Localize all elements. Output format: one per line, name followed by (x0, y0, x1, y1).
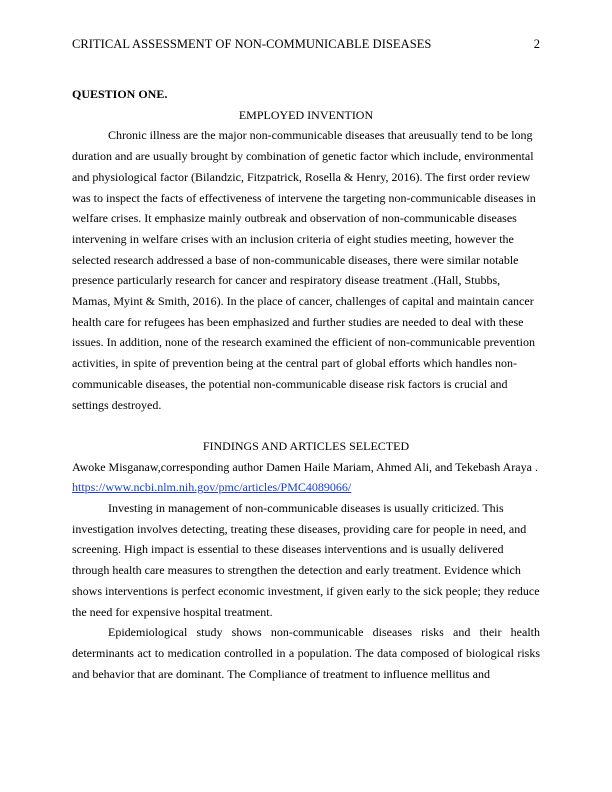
document-body (72, 84, 540, 684)
paragraph-chronic-illness: Chronic illness are the major non-communicable diseases that areusually tend to be long duration and are usually brought by combination of genetic factor which include, environmental and physiological factor (Bilandzic, Fitzpatrick, Rosella & Henry, 2016). The first order review was to inspect the facts of effectiveness of intervene the targeting non-communicable diseases in welfare crises. It emphasize mainly outbreak and observation of non-communicable diseases intervening in welfare crises with an inclusion criteria of eight studies meeting, however the selected research addressed a base of non-communicable diseases, there were similar notable presence particularly research for cancer and respiratory disease treatment .(Hall, Stubbs, Mamas, Myint & Smith, 2016). In the place of cancer, challenges of capital and maintain cancer health care for refugees has been emphasized and further studies are needed to deal with these issues. In addition, none of the research examined the efficient of non-communicable prevention activities, in spite of prevention being at the central part of global efforts which handles non-communicable diseases, the potential non-communicable disease risk factors is crucial and settings destroyed. (72, 128, 536, 412)
header-title: CRITICAL ASSESSMENT OF NON-COMMUNICABLE DISEASES (72, 37, 432, 51)
section-heading-employed-invention: EMPLOYED INVENTION (238, 107, 374, 122)
page-number: 2 (533, 37, 540, 51)
paragraph-investing: Investing in management of non-communicable diseases is usually criticized. This investigation involves detecting, treating these diseases, providing care for people in need, and screening. High impact is essential to these diseases interventions and is usually delivered through health care measures to strengthen the detection and early treatment. Evidence which shows interventions is perfect economic investment, if given early to the sick people; they reduce the need for expensive hospital treatment. (72, 501, 540, 619)
question-title: QUESTION ONE. (72, 87, 168, 101)
paragraph-spacer (72, 415, 540, 436)
article-link[interactable]: https://www.ncbi.nlm.nih.gov/pmc/articles/PMC4089066/ (72, 480, 352, 495)
paragraph-epidemiological: Epidemiological study shows non-communicable diseases risks and their health determinants act to medication controlled in a population. The data composed of biological risks and behavior that are dominant. The Compliance of treatment to influence mellitus and (72, 625, 540, 681)
section-heading-findings: FINDINGS AND ARTICLES SELECTED (202, 438, 410, 453)
article-authors: Awoke Misganaw,corresponding author Damen Haile Mariam, Ahmed Ali, and Tekebash Araya . (72, 459, 538, 474)
running-header (72, 35, 540, 53)
